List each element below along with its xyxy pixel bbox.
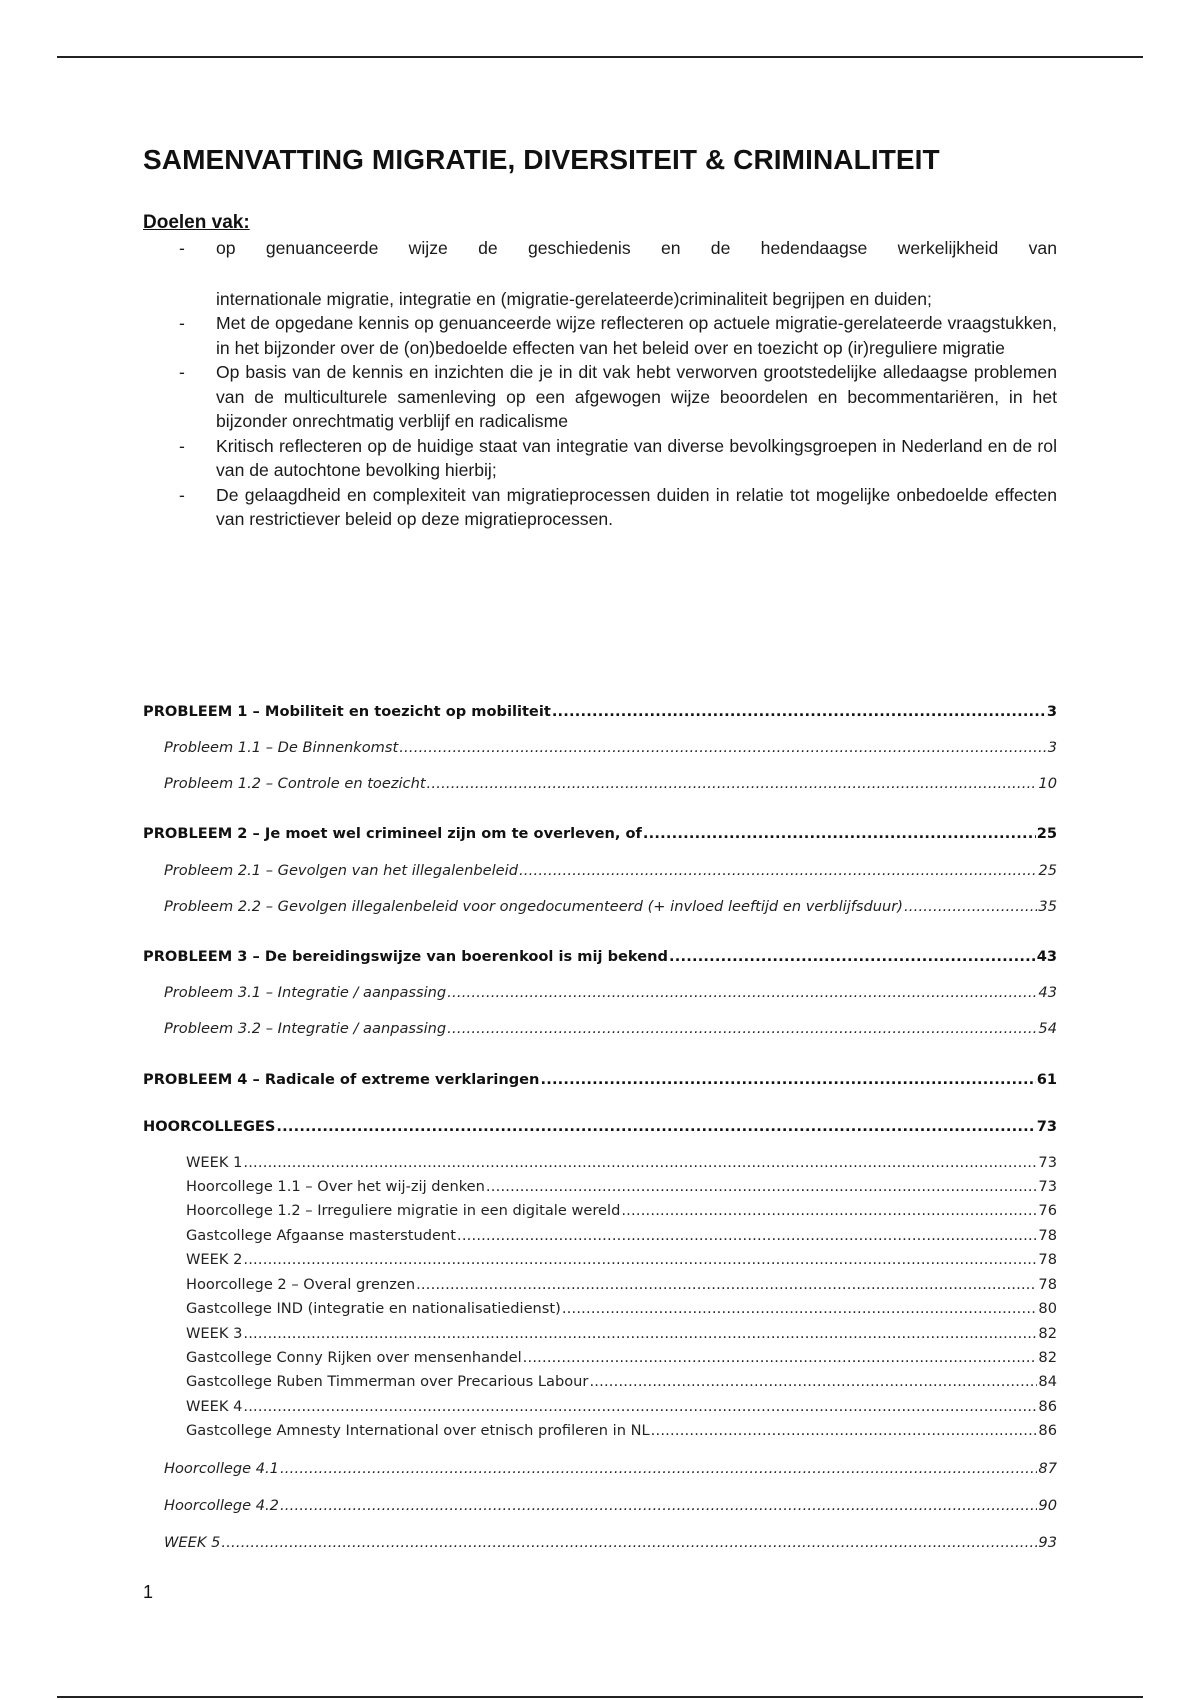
toc-page: 25: [1036, 824, 1057, 842]
goal-text-line2: internationale migratie, integratie en (migratie-gerelateerde)criminaliteit begrijpen en duiden;: [216, 288, 932, 309]
toc-label: Gastcollege Afgaanse masterstudent: [186, 1226, 456, 1244]
toc-leader: [519, 861, 1037, 879]
toc-leader: [243, 1324, 1037, 1342]
toc-entry[interactable]: [186, 1397, 1057, 1415]
toc-entry[interactable]: [143, 947, 1057, 965]
goal-text: De gelaagdheid en complexiteit van migratieprocessen duiden in relatie tot mogelijke onbedoelde effecten van restrictiever beleid op deze migratieprocessen.: [216, 484, 1057, 529]
toc-page: 78: [1038, 1250, 1057, 1268]
toc-page: 82: [1038, 1348, 1057, 1366]
toc-entry[interactable]: [164, 1533, 1057, 1551]
toc-leader: [552, 702, 1046, 720]
goal-item: [143, 434, 1057, 483]
toc-leader: [540, 1070, 1035, 1088]
toc-leader: [562, 1299, 1038, 1317]
bottom-rule: [57, 1696, 1143, 1698]
toc-leader: [486, 1177, 1038, 1195]
toc-label: Hoorcollege 1.1 – Over het wij-zij denken: [186, 1177, 485, 1195]
toc-page: 3: [1046, 702, 1057, 720]
toc-page: 78: [1038, 1275, 1057, 1293]
toc-label: WEEK 3: [186, 1324, 243, 1342]
toc-leader: [669, 947, 1036, 965]
bullet-dash: -: [179, 313, 185, 333]
toc-entry[interactable]: [164, 738, 1057, 756]
toc-entry[interactable]: [186, 1299, 1057, 1317]
toc-entry[interactable]: [186, 1153, 1057, 1171]
toc-entry[interactable]: [164, 983, 1057, 1001]
document-title: SAMENVATTING MIGRATIE, DIVERSITEIT & CRIMINALITEIT: [143, 144, 940, 175]
goal-text: Op basis van de kennis en inzichten die je in dit vak hebt verworven grootstedelijke alledaagse problemen van de multiculturele samenleving op een afgewogen wijze beoordelen en becommentariëren, in het bijzonder onrechtmatig verblijf en radicalisme: [216, 362, 1057, 431]
toc-leader: [276, 1117, 1035, 1135]
toc-label: Gastcollege Amnesty International over etnisch profileren in NL: [186, 1421, 650, 1439]
toc-page: 73: [1036, 1117, 1057, 1135]
top-rule: [57, 56, 1143, 58]
toc-label: Gastcollege Ruben Timmerman over Precarious Labour: [186, 1372, 589, 1390]
toc-page: 82: [1038, 1324, 1057, 1342]
toc-entry[interactable]: [186, 1372, 1057, 1390]
toc-page: 35: [1038, 897, 1057, 915]
toc-label: Probleem 3.1 – Integratie / aanpassing: [164, 983, 447, 1001]
goal-item: [143, 311, 1057, 360]
page-number: 1: [143, 1582, 154, 1602]
toc-leader: [457, 1226, 1037, 1244]
toc-leader: [621, 1201, 1037, 1219]
toc-entry[interactable]: [164, 861, 1057, 879]
goal-item: [143, 360, 1057, 434]
toc-page: 10: [1038, 774, 1057, 792]
toc-entry[interactable]: [186, 1324, 1057, 1342]
toc-label: PROBLEEM 4 – Radicale of extreme verklaringen: [143, 1070, 540, 1088]
toc-label: PROBLEEM 1 – Mobiliteit en toezicht op mobiliteit: [143, 702, 551, 720]
toc-entry[interactable]: [186, 1226, 1057, 1244]
bullet-dash: -: [179, 362, 185, 382]
toc-page: 76: [1038, 1201, 1057, 1219]
toc-leader: [447, 1019, 1037, 1037]
toc-entry[interactable]: [186, 1201, 1057, 1219]
toc-label: Probleem 3.2 – Integratie / aanpassing: [164, 1019, 447, 1037]
toc-label: WEEK 4: [186, 1397, 243, 1415]
toc-entry[interactable]: [186, 1348, 1057, 1366]
toc-label: Gastcollege Conny Rijken over mensenhandel: [186, 1348, 522, 1366]
toc-label: Hoorcollege 4.2: [164, 1496, 279, 1514]
toc-leader: [589, 1372, 1037, 1390]
toc-leader: [523, 1348, 1038, 1366]
toc-leader: [399, 738, 1046, 756]
toc-page: 84: [1038, 1372, 1057, 1390]
goal-text-line1: op genuanceerde wijze de geschiedenis en de hedendaagse werkelijkheid van: [216, 238, 1057, 258]
toc-page: 86: [1038, 1421, 1057, 1439]
toc-leader: [280, 1459, 1037, 1477]
goal-line-gap: [216, 261, 1057, 287]
toc-page: 86: [1038, 1397, 1057, 1415]
toc-page: 78: [1038, 1226, 1057, 1244]
toc-label: PROBLEEM 3 – De bereidingswijze van boerenkool is mij bekend: [143, 947, 668, 965]
toc-label: PROBLEEM 2 – Je moet wel crimineel zijn om te overleven, of: [143, 824, 642, 842]
toc-page: 90: [1038, 1496, 1057, 1514]
toc-leader: [416, 1275, 1037, 1293]
course-goals: [143, 212, 1057, 532]
toc-page: 43: [1036, 947, 1057, 965]
toc-label: Gastcollege IND (integratie en nationalisatiedienst): [186, 1299, 561, 1317]
toc-entry[interactable]: [143, 1070, 1057, 1088]
toc-label: Hoorcollege 4.1: [164, 1459, 279, 1477]
toc-page: 43: [1038, 983, 1057, 1001]
bullet-dash: -: [179, 238, 185, 258]
toc-entry[interactable]: [186, 1177, 1057, 1195]
goal-item: [143, 236, 1057, 311]
toc-page: 93: [1038, 1533, 1057, 1551]
toc-page: 25: [1038, 861, 1057, 879]
toc-entry[interactable]: [164, 1496, 1057, 1514]
toc-page: 54: [1038, 1019, 1057, 1037]
toc-page: 73: [1038, 1177, 1057, 1195]
toc-leader: [221, 1533, 1037, 1551]
goal-text: Kritisch reflecteren op de huidige staat van integratie van diverse bevolkingsgroepen in Nederland en de rol van de autochtone bevolking hierbij;: [216, 435, 1057, 480]
toc-leader: [243, 1250, 1037, 1268]
toc-entry[interactable]: [186, 1421, 1057, 1439]
toc-label: Hoorcollege 2 – Overal grenzen: [186, 1275, 416, 1293]
toc-leader: [243, 1397, 1037, 1415]
toc-label: Probleem 2.2 – Gevolgen illegalenbeleid voor ongedocumenteerd (+ invloed leeftijd en verblijfsduur): [164, 897, 903, 915]
goals-heading: Doelen vak:: [143, 212, 250, 233]
toc-entry[interactable]: [143, 702, 1057, 720]
goal-list: [143, 236, 1057, 532]
toc-page: 73: [1038, 1153, 1057, 1171]
toc-leader: [651, 1421, 1038, 1439]
bullet-dash: -: [179, 484, 185, 505]
toc-label: Probleem 1.2 – Controle en toezicht: [164, 774, 426, 792]
toc-label: HOORCOLLEGES: [143, 1117, 276, 1135]
toc-entry[interactable]: [186, 1275, 1057, 1293]
toc-entry[interactable]: [143, 824, 1057, 842]
toc-label: WEEK 2: [186, 1250, 243, 1268]
toc-leader: [904, 897, 1037, 915]
toc-entry[interactable]: [186, 1250, 1057, 1268]
goal-item: [143, 483, 1057, 532]
toc-label: Probleem 1.1 – De Binnenkomst: [164, 738, 399, 756]
toc-leader: [427, 774, 1038, 792]
toc-leader: [243, 1153, 1037, 1171]
toc-label: Hoorcollege 1.2 – Irreguliere migratie in een digitale wereld: [186, 1201, 621, 1219]
bullet-dash: -: [179, 435, 185, 456]
goal-text: Met de opgedane kennis op genuanceerde wijze reflecteren op actuele migratie-gerelateerde vraagstukken, in het bijzonder over de (on)bedoelde effecten van het beleid over en toezicht op (ir)reguliere migratie: [216, 313, 1057, 358]
toc-entry[interactable]: [164, 1019, 1057, 1037]
toc-leader: [280, 1496, 1037, 1514]
toc-page: 3: [1047, 738, 1057, 756]
toc-leader: [643, 824, 1036, 842]
toc-page: 87: [1038, 1459, 1057, 1477]
toc-label: WEEK 1: [186, 1153, 243, 1171]
toc-label: WEEK 5: [164, 1533, 221, 1551]
toc-page: 80: [1038, 1299, 1057, 1317]
toc-leader: [447, 983, 1037, 1001]
toc-entry[interactable]: [164, 1459, 1057, 1477]
toc-entry[interactable]: [164, 774, 1057, 792]
toc-label: Probleem 2.1 – Gevolgen van het illegalenbeleid: [164, 861, 518, 879]
toc-entry[interactable]: [164, 897, 1057, 915]
toc-page: 61: [1036, 1070, 1057, 1088]
toc-entry[interactable]: [143, 1117, 1057, 1135]
